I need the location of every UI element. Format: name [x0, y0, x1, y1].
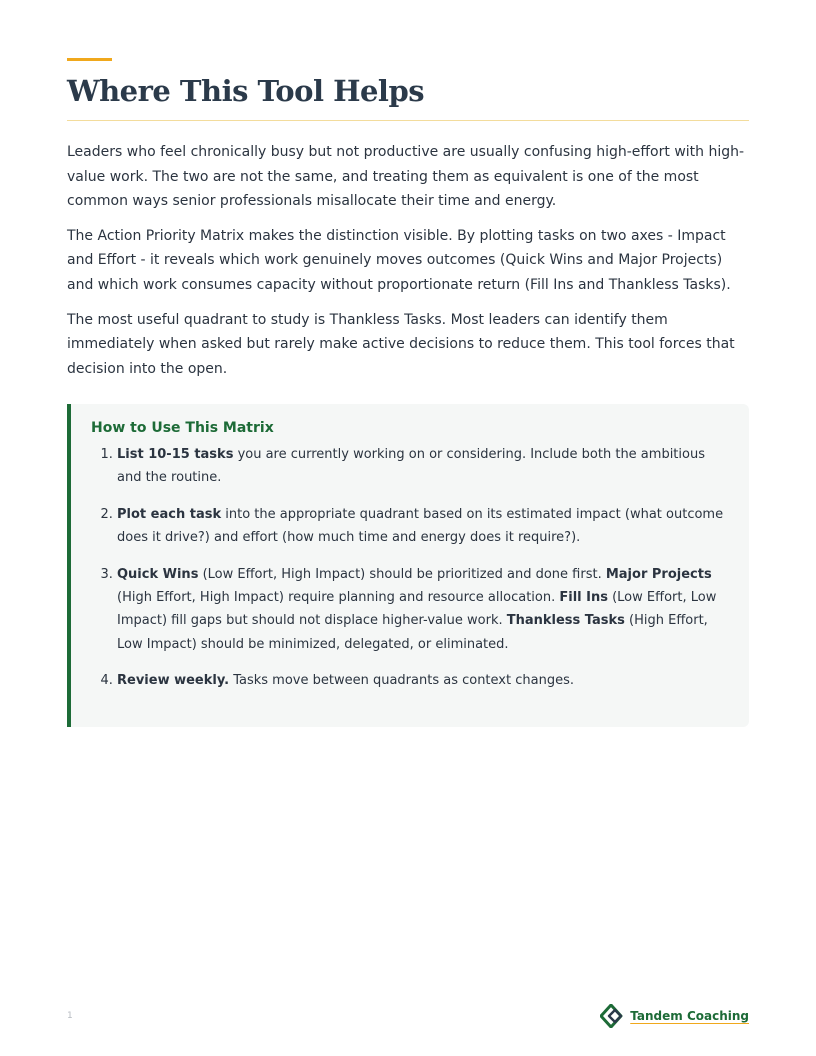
brand-logo — [600, 1004, 749, 1028]
title-divider — [67, 120, 749, 121]
page-title: Where This Tool Helps — [67, 74, 425, 108]
step-text: (High Effort, High Impact) require planning and resource allocation. — [117, 590, 560, 606]
step-bold: Plot each task — [117, 506, 222, 522]
step-text: (Low Effort, High Impact) should be prioritized and done first. — [198, 566, 606, 582]
step-item — [117, 503, 727, 550]
step-item — [117, 669, 727, 692]
step-text: into the appropriate quadrant based on its estimated impact (what outcome does it drive?) and effort (how much time and energy does it require?). — [117, 506, 724, 546]
page-number: 1 — [67, 1011, 73, 1021]
intro-section — [67, 140, 752, 391]
step-bold: Review weekly. — [117, 673, 230, 689]
step-bold: List 10-15 tasks — [117, 447, 234, 462]
step-text: (High Effort, Low Impact) should be minimized, delegated, or eliminated. — [117, 613, 708, 652]
step-text: Tasks move between quadrants as context changes. — [229, 673, 574, 689]
step-text: (Low Effort, Low Impact) fill gaps but should not displace higher-value work. — [117, 590, 717, 629]
step-bold: Thankless Tasks — [506, 613, 625, 629]
diamond-logo-icon — [600, 1004, 626, 1028]
intro-paragraph: Leaders who feel chronically busy but not productive are usually confusing high-effort with high-value work. The two are not the same, and treating them as equivalent is one of the most common ways senior professionals misallocate their time and energy. — [67, 144, 745, 210]
brand-name: Tandem Coaching — [630, 1009, 749, 1023]
title-accent-bar — [67, 58, 112, 61]
intro-paragraph: The most useful quadrant to study is Thankless Tasks. Most leaders can identify them immediately when asked but rarely make active decisions to reduce them. This tool forces that decision into the open. — [67, 311, 735, 377]
step-bold: Major Projects — [605, 566, 712, 582]
steps-list — [91, 443, 727, 693]
intro-paragraph: The Action Priority Matrix makes the distinction visible. By plotting tasks on two axes - Impact and Effort - it reveals which work genuinely moves outcomes (Quick Wins and Major Projects) and which work consumes capacity without proportionate return (Fill Ins and Thankless Tasks). — [67, 227, 731, 293]
step-bold: Quick Wins — [117, 566, 199, 582]
callout-title: How to Use This Matrix — [91, 420, 274, 436]
how-to-use-callout — [67, 404, 749, 727]
step-text: you are currently working on or considering. Include both the ambitious and the routine. — [117, 447, 705, 486]
step-bold: Fill Ins — [559, 590, 608, 606]
step-item — [117, 443, 727, 490]
step-item — [117, 563, 727, 657]
